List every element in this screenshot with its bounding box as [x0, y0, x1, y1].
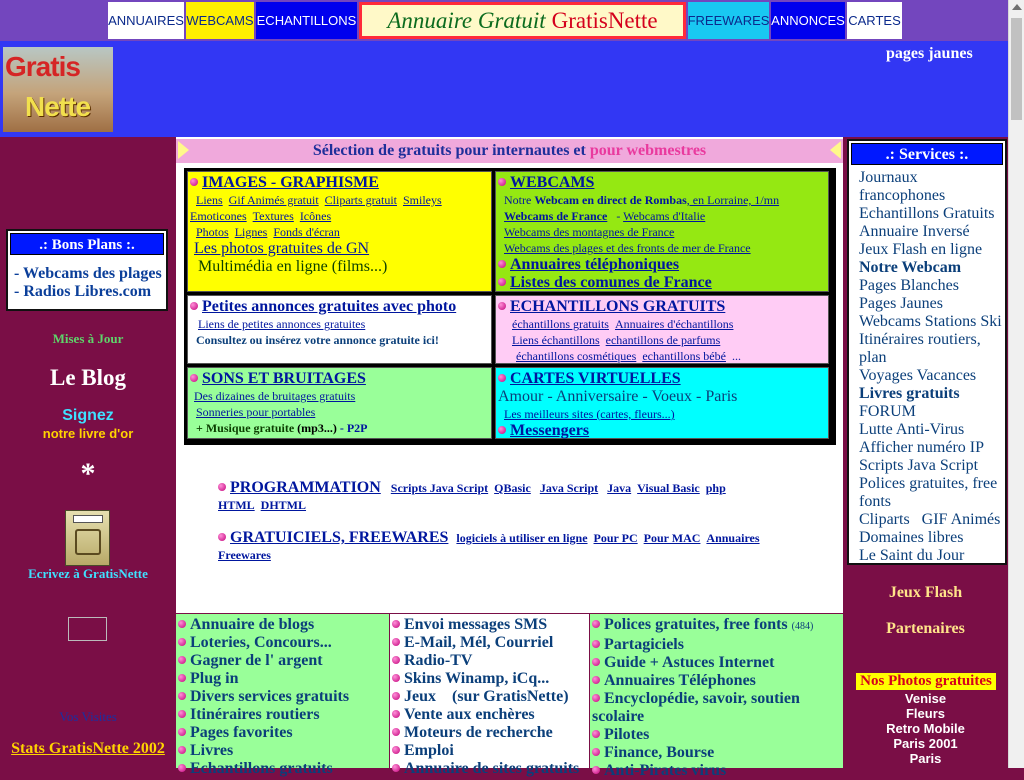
service-item[interactable]: Voyages Vacances [859, 367, 977, 384]
images-title-link[interactable] [190, 174, 491, 192]
link-freewares[interactable]: Freewares [218, 548, 271, 562]
logo-text-nette: Nette [25, 91, 91, 122]
link-textures[interactable]: Textures [252, 209, 294, 223]
link-liens-echantillons[interactable]: Liens échantillons [512, 333, 600, 347]
livre-dor-link[interactable]: notre livre d'or [42, 426, 134, 441]
blog-link[interactable]: Le Blog [49, 365, 127, 390]
gratuiciels-title[interactable]: GRATUICIELS, FREEWARES [230, 529, 449, 546]
bottom-link-text: Polices gratuites, free fonts [604, 616, 788, 633]
bullet-icon [178, 764, 186, 772]
link-photos[interactable]: Photos [196, 225, 229, 239]
webcam-rombas: Webcam en direct de Rombas [534, 193, 687, 207]
link-pour-mac[interactable]: Pour MAC [643, 531, 701, 545]
bottom-link-finance[interactable] [592, 744, 843, 762]
bruitages-link[interactable]: Des dizaines de bruitages gratuits [194, 389, 356, 403]
bottom-link-moteurs[interactable] [392, 724, 589, 742]
link-html[interactable]: HTML [218, 498, 255, 512]
bullet-icon [392, 638, 400, 646]
bullet-icon [178, 746, 186, 754]
bottom-link-text: Annuaire de blogs [190, 616, 315, 633]
cartes-title-link[interactable] [498, 370, 828, 388]
bullet-icon [592, 658, 600, 666]
bullet-icon [218, 483, 226, 491]
echantillons-title-link[interactable] [498, 298, 828, 316]
sons-title: SONS ET BRUITAGES [202, 370, 366, 387]
messengers-text: Messengers [510, 422, 590, 439]
bottom-link-text: Anti-Pirates virus [604, 762, 727, 779]
bullet-icon [498, 374, 506, 382]
webcam-rombas-line[interactable] [498, 192, 828, 208]
bottom-col-3 [590, 614, 843, 779]
pages-jaunes-link[interactable]: pages jaunes [886, 45, 973, 62]
bottom-link-livres[interactable] [178, 742, 389, 760]
photos-list [843, 691, 1008, 766]
bullet-icon [178, 656, 186, 664]
nav-cartes[interactable]: CARTES [847, 2, 902, 39]
link-gif-animes[interactable]: Gif Animés gratuit [228, 193, 319, 207]
bullet-icon [392, 710, 400, 718]
bottom-link-text: Gagner de l' argent [190, 652, 323, 669]
bottom-link-text: Envoi messages SMS [404, 616, 548, 633]
webcam-notre-text: Notre [504, 193, 532, 207]
bottom-link-encyclopedie[interactable] [592, 690, 843, 726]
link-annuaires-echantillons[interactable]: Annuaires d'échantillons [614, 317, 734, 331]
cartes-title: CARTES VIRTUELLES [510, 370, 681, 387]
bullet-icon [190, 374, 198, 382]
top-nav [0, 0, 1008, 41]
bottom-link-favorites[interactable] [178, 724, 389, 742]
bottom-link-text: Finance, Bourse [604, 744, 715, 761]
annuaires-tel-link[interactable] [498, 256, 828, 274]
link-logiciels-en-ligne[interactable]: logiciels à utiliser en ligne [456, 531, 588, 545]
photo-fleurs[interactable]: Fleurs [905, 706, 945, 721]
bottom-link-loteries[interactable] [178, 634, 389, 652]
gratisnette-logo[interactable] [3, 47, 113, 132]
service-item[interactable]: Polices gratuites, free fonts [859, 475, 1002, 510]
bottom-link-jeux[interactable] [392, 688, 589, 706]
link-fonds[interactable]: Fonds d'écran [273, 225, 340, 239]
photos-gn-link[interactable]: Les photos gratuites de GN [194, 240, 370, 257]
photo-paris-2001[interactable]: Paris 2001 [893, 736, 958, 751]
bullet-icon [392, 692, 400, 700]
bottom-link-text: Divers services gratuits [190, 688, 350, 705]
bottom-link-text: Itinéraires routiers [190, 706, 320, 723]
service-item[interactable]: Webcams Stations Ski [859, 313, 1002, 330]
annuaires-tel-text: Annuaires téléphoniques [510, 256, 680, 273]
service-item[interactable]: Jeux Flash en ligne [859, 241, 983, 258]
bons-plans-item-radios[interactable]: - Radios Libres.com [14, 283, 152, 300]
link-java[interactable]: Java [607, 481, 632, 495]
bottom-link-pilotes[interactable] [592, 726, 843, 744]
bullet-icon [178, 728, 186, 736]
cartes-box [495, 367, 829, 439]
left-column [0, 137, 176, 768]
bottom-link-text: Radio-TV [404, 652, 473, 669]
bottom-link-divers[interactable] [178, 688, 389, 706]
service-item[interactable]: Journaux francophones [859, 169, 946, 204]
echantillons-row-2 [498, 332, 828, 348]
left-arrow-icon [178, 141, 189, 159]
bottom-link-text: Emploi [404, 742, 454, 759]
service-item[interactable]: FORUM [859, 403, 916, 420]
link-visual-basic[interactable]: Visual Basic [637, 481, 700, 495]
echantillons-row-3 [498, 348, 828, 364]
bullet-icon [392, 746, 400, 754]
gratuiciels-section [218, 529, 818, 563]
site-title[interactable] [362, 5, 683, 36]
messengers-link[interactable] [498, 422, 828, 440]
bullet-icon [592, 694, 600, 702]
photo-retro-mobile[interactable]: Retro Mobile [886, 721, 965, 736]
bottom-link-text: Plug in [190, 670, 239, 687]
nav-echantillons[interactable]: ECHANTILLONS [256, 2, 357, 39]
images-links-3 [190, 224, 491, 240]
service-item[interactable]: Echantillons Gratuits [859, 205, 995, 222]
bottom-link-sms[interactable] [392, 616, 589, 634]
webcams-title-link[interactable] [498, 174, 828, 192]
link-echantillons-gratuits[interactable]: échantillons gratuits [512, 317, 609, 331]
webcams-italie-link[interactable]: Webcams d'Italie [623, 209, 706, 223]
bottom-link-text: Annuaire de sites gratuits [404, 760, 580, 777]
center-content [176, 137, 843, 613]
nav-annonces[interactable]: ANNONCES [771, 2, 845, 39]
mises-a-jour-link[interactable]: Mises à Jour [52, 331, 124, 346]
programmation-section [218, 479, 818, 513]
webcams-box [495, 171, 829, 292]
musique-line[interactable] [190, 420, 491, 436]
site-title-main: Annuaire Gratuit [387, 7, 546, 33]
webcams-montagnes-link[interactable]: Webcams des montagnes de France [504, 225, 675, 239]
images-links-2 [190, 208, 491, 224]
annonces-title-link[interactable] [190, 298, 491, 316]
bullet-icon [392, 764, 400, 772]
stats-link[interactable]: Stats GratisNette 2002 [11, 740, 165, 757]
annonces-consult-link[interactable]: Consultez ou insérez votre annonce gratuite ici! [196, 333, 439, 347]
bottom-link-text: Encyclopédie, savoir, soutien scolaire [592, 690, 800, 725]
vos-visites-label: Vos Visites [59, 709, 117, 724]
selection-bar [176, 139, 843, 163]
bottom-link-text: Guide + Astuces Internet [604, 654, 775, 671]
bottom-link-itineraires[interactable] [178, 706, 389, 724]
bullet-icon [178, 638, 186, 646]
link-pour-pc[interactable]: Pour PC [593, 531, 638, 545]
logo-text-gratis: Gratis [5, 51, 80, 82]
bottom-link-text: Skins Winamp, iCq... [404, 670, 550, 687]
images-box [187, 171, 492, 292]
partenaires-link[interactable]: Partenaires [886, 620, 965, 637]
bullet-icon [498, 260, 506, 268]
echantillons-title: ECHANTILLONS GRATUITS [510, 298, 726, 315]
annonces-title: Petites annonces gratuites avec photo [202, 298, 457, 315]
prog-links-2 [218, 497, 818, 513]
grat-links-2 [218, 547, 818, 563]
services-box [847, 139, 1007, 565]
bottom-link-radio[interactable] [392, 652, 589, 670]
bullet-icon [592, 730, 600, 738]
link-echantillons-parfums[interactable]: echantillons de parfums [605, 333, 721, 347]
service-item[interactable]: Lutte Anti-Virus [859, 421, 965, 438]
bullet-icon [178, 674, 186, 682]
nav-freewares[interactable]: FREEWARES [688, 2, 769, 39]
bottom-link-polices[interactable] [592, 616, 843, 636]
cartes-types-text[interactable]: Amour - Anniversaire - Voeux - Paris [498, 388, 738, 405]
service-item[interactable]: Cliparts GIF Animés [859, 511, 1001, 528]
bottom-link-text: Loteries, Concours... [190, 634, 332, 651]
link-scripts-java[interactable]: Scripts Java Script [390, 481, 489, 495]
scrollbar-thumb[interactable] [1011, 18, 1022, 120]
sons-title-link[interactable] [190, 370, 491, 388]
service-item[interactable]: Afficher numéro IP [859, 439, 984, 456]
webcam-france-line: Webcams de France - Webcams d'Italie [504, 209, 706, 223]
link-echantillons-cosmetiques[interactable]: échantillons cosmétiques [516, 349, 637, 363]
bullet-icon [392, 656, 400, 664]
images-title: IMAGES - GRAPHISME [202, 174, 379, 191]
bottom-link-text: Annuaires Téléphones [604, 672, 756, 689]
webcam-lorraine: , en Lorraine, 1/mn [686, 193, 780, 207]
service-item[interactable]: Pages Jaunes [859, 295, 943, 312]
webcams-plages-link[interactable]: Webcams des plages et des fronts de mer de France [504, 241, 751, 255]
bullet-icon [218, 533, 226, 541]
right-arrow-icon [830, 141, 841, 159]
bottom-link-text: Pages favorites [190, 724, 293, 741]
bottom-link-annuaires-tel[interactable] [592, 672, 843, 690]
nav-webcams[interactable]: WEBCAMS [186, 2, 254, 39]
bottom-link-text: Echantillons gratuits [190, 760, 333, 777]
selection-title: Sélection de gratuits pour internautes et [312, 142, 586, 159]
bottom-link-plugin[interactable] [178, 670, 389, 688]
programmation-title[interactable]: PROGRAMMATION [230, 479, 381, 496]
category-grid [184, 168, 836, 445]
right-column [843, 137, 1008, 768]
annonces-liens-link[interactable]: Liens de petites annonces gratuites [198, 317, 366, 331]
multimedia-link[interactable]: Multimédia en ligne (films...) [198, 258, 388, 275]
site-title-brand: GratisNette [551, 7, 658, 33]
link-liens[interactable]: Liens [196, 193, 223, 207]
bullet-icon [498, 426, 506, 434]
annonces-box [187, 295, 492, 364]
polices-count: (484) [791, 621, 814, 632]
bottom-link-text: Moteurs de recherche [404, 724, 553, 741]
link-cliparts[interactable]: Cliparts gratuit [324, 193, 397, 207]
bons-plans-title: .: Bons Plans :. [10, 233, 164, 255]
link-emoticones[interactable]: Emoticones [190, 209, 247, 223]
bullet-icon [392, 728, 400, 736]
listes-communes-text: Listes des comunes de France [510, 274, 712, 291]
ecrivez-link[interactable]: Ecrivez à GratisNette [28, 566, 148, 581]
sonneries-link[interactable]: Sonneries pour portables [196, 405, 316, 419]
webcams-france-link[interactable]: Webcams de France [504, 209, 608, 223]
bottom-link-text: E-Mail, Mél, Courriel [404, 634, 554, 651]
vertical-scrollbar[interactable] [1008, 0, 1024, 768]
link-smileys[interactable]: Smileys [403, 193, 442, 207]
echantillons-box [495, 295, 829, 364]
bottom-link-skins[interactable] [392, 670, 589, 688]
service-item[interactable]: Scripts Java Script [859, 457, 979, 474]
service-item[interactable]: Domaines libres [859, 529, 964, 546]
bullet-icon [592, 766, 600, 774]
photo-paris[interactable]: Paris [909, 751, 942, 766]
bullet-icon [178, 620, 186, 628]
bottom-link-guide[interactable] [592, 654, 843, 672]
bottom-link-partagiciels[interactable] [592, 636, 843, 654]
services-title: .: Services :. [851, 143, 1003, 165]
selection-webmestres: pour webmestres [589, 142, 707, 159]
musique-mp3: (mp3...) [297, 421, 337, 435]
site-title-box [359, 2, 686, 39]
bottom-link-annuaire-sites[interactable] [392, 760, 589, 778]
bullet-icon [190, 302, 198, 310]
signez-link[interactable]: Signez [62, 407, 114, 424]
images-links [190, 192, 491, 208]
cartes-sites-link[interactable]: Les meilleurs sites (cartes, fleurs...) [504, 407, 675, 421]
bottom-link-emploi[interactable] [392, 742, 589, 760]
service-item[interactable]: Notre Webcam [859, 259, 962, 276]
bottom-link-argent[interactable] [178, 652, 389, 670]
bullet-icon [592, 748, 600, 756]
nav-annuaires[interactable]: ANNUAIRES [108, 2, 184, 39]
bullet-icon [498, 178, 506, 186]
service-item[interactable]: Pages Blanches [859, 277, 959, 294]
bullet-icon [190, 178, 198, 186]
musique-gratuite: + Musique gratuite [196, 421, 295, 435]
link-echantillons-bebe[interactable]: echantillons bébé [642, 349, 726, 363]
jeux-flash-link[interactable]: Jeux Flash [888, 584, 963, 601]
bottom-link-text: Pilotes [604, 726, 650, 743]
bottom-link-text: Partagiciels [604, 636, 684, 653]
bottom-col-2 [390, 614, 589, 777]
bottom-link-antivirus[interactable] [592, 762, 843, 780]
bullet-icon [498, 278, 506, 286]
bottom-link-text: Vente aux enchères [404, 706, 535, 723]
bons-plans-item-webcams[interactable]: - Webcams des plages [14, 265, 162, 282]
broken-image-icon [68, 617, 107, 641]
sons-box [187, 367, 492, 439]
service-item[interactable]: Annuaire Inversé [859, 223, 970, 240]
bullet-icon [498, 302, 506, 310]
more-ellipsis: ... [731, 349, 741, 363]
link-annuaires[interactable]: Annuaires [706, 531, 760, 545]
bullet-icon [392, 674, 400, 682]
bullet-icon [178, 692, 186, 700]
echantillons-row-1 [498, 316, 828, 332]
star-separator: * [80, 457, 96, 490]
photos-gratuites-title[interactable]: Nos Photos gratuites [856, 673, 996, 690]
services-list [849, 167, 1005, 565]
webcams-title: WEBCAMS [510, 174, 595, 191]
bons-plans-box [6, 229, 168, 311]
bottom-link-text: Jeux (sur GratisNette) [404, 688, 569, 705]
link-icones[interactable]: Icônes [299, 209, 332, 223]
header-band [0, 41, 1008, 137]
link-dhtml[interactable]: DHTML [260, 498, 307, 512]
bullet-icon [592, 640, 600, 648]
photo-venise[interactable]: Venise [904, 691, 947, 706]
scroll-up-icon[interactable] [1012, 4, 1022, 10]
link-lignes[interactable]: Lignes [234, 225, 268, 239]
bullet-icon [592, 620, 600, 628]
bullet-icon [592, 676, 600, 684]
bottom-link-encheres[interactable] [392, 706, 589, 724]
musique-p2p: - P2P [339, 421, 368, 435]
service-item[interactable]: Livres gratuits [859, 385, 960, 402]
bottom-col-1 [176, 614, 389, 777]
link-java-script[interactable]: Java Script [539, 481, 599, 495]
bullet-icon [392, 620, 400, 628]
bottom-link-echantillons[interactable] [178, 760, 389, 778]
bullet-icon [178, 710, 186, 718]
bottom-link-text: Livres [190, 742, 234, 759]
bottom-link-blogs[interactable] [178, 616, 389, 634]
link-qbasic[interactable]: QBasic [494, 481, 531, 495]
mailbox-icon[interactable] [65, 510, 110, 566]
service-item[interactable]: Itinéraires routiers, plan [859, 331, 985, 366]
bottom-link-email[interactable] [392, 634, 589, 652]
service-item[interactable]: Le Saint du Jour [859, 547, 965, 564]
listes-communes-link[interactable] [498, 274, 828, 292]
link-php[interactable]: php [705, 481, 726, 495]
